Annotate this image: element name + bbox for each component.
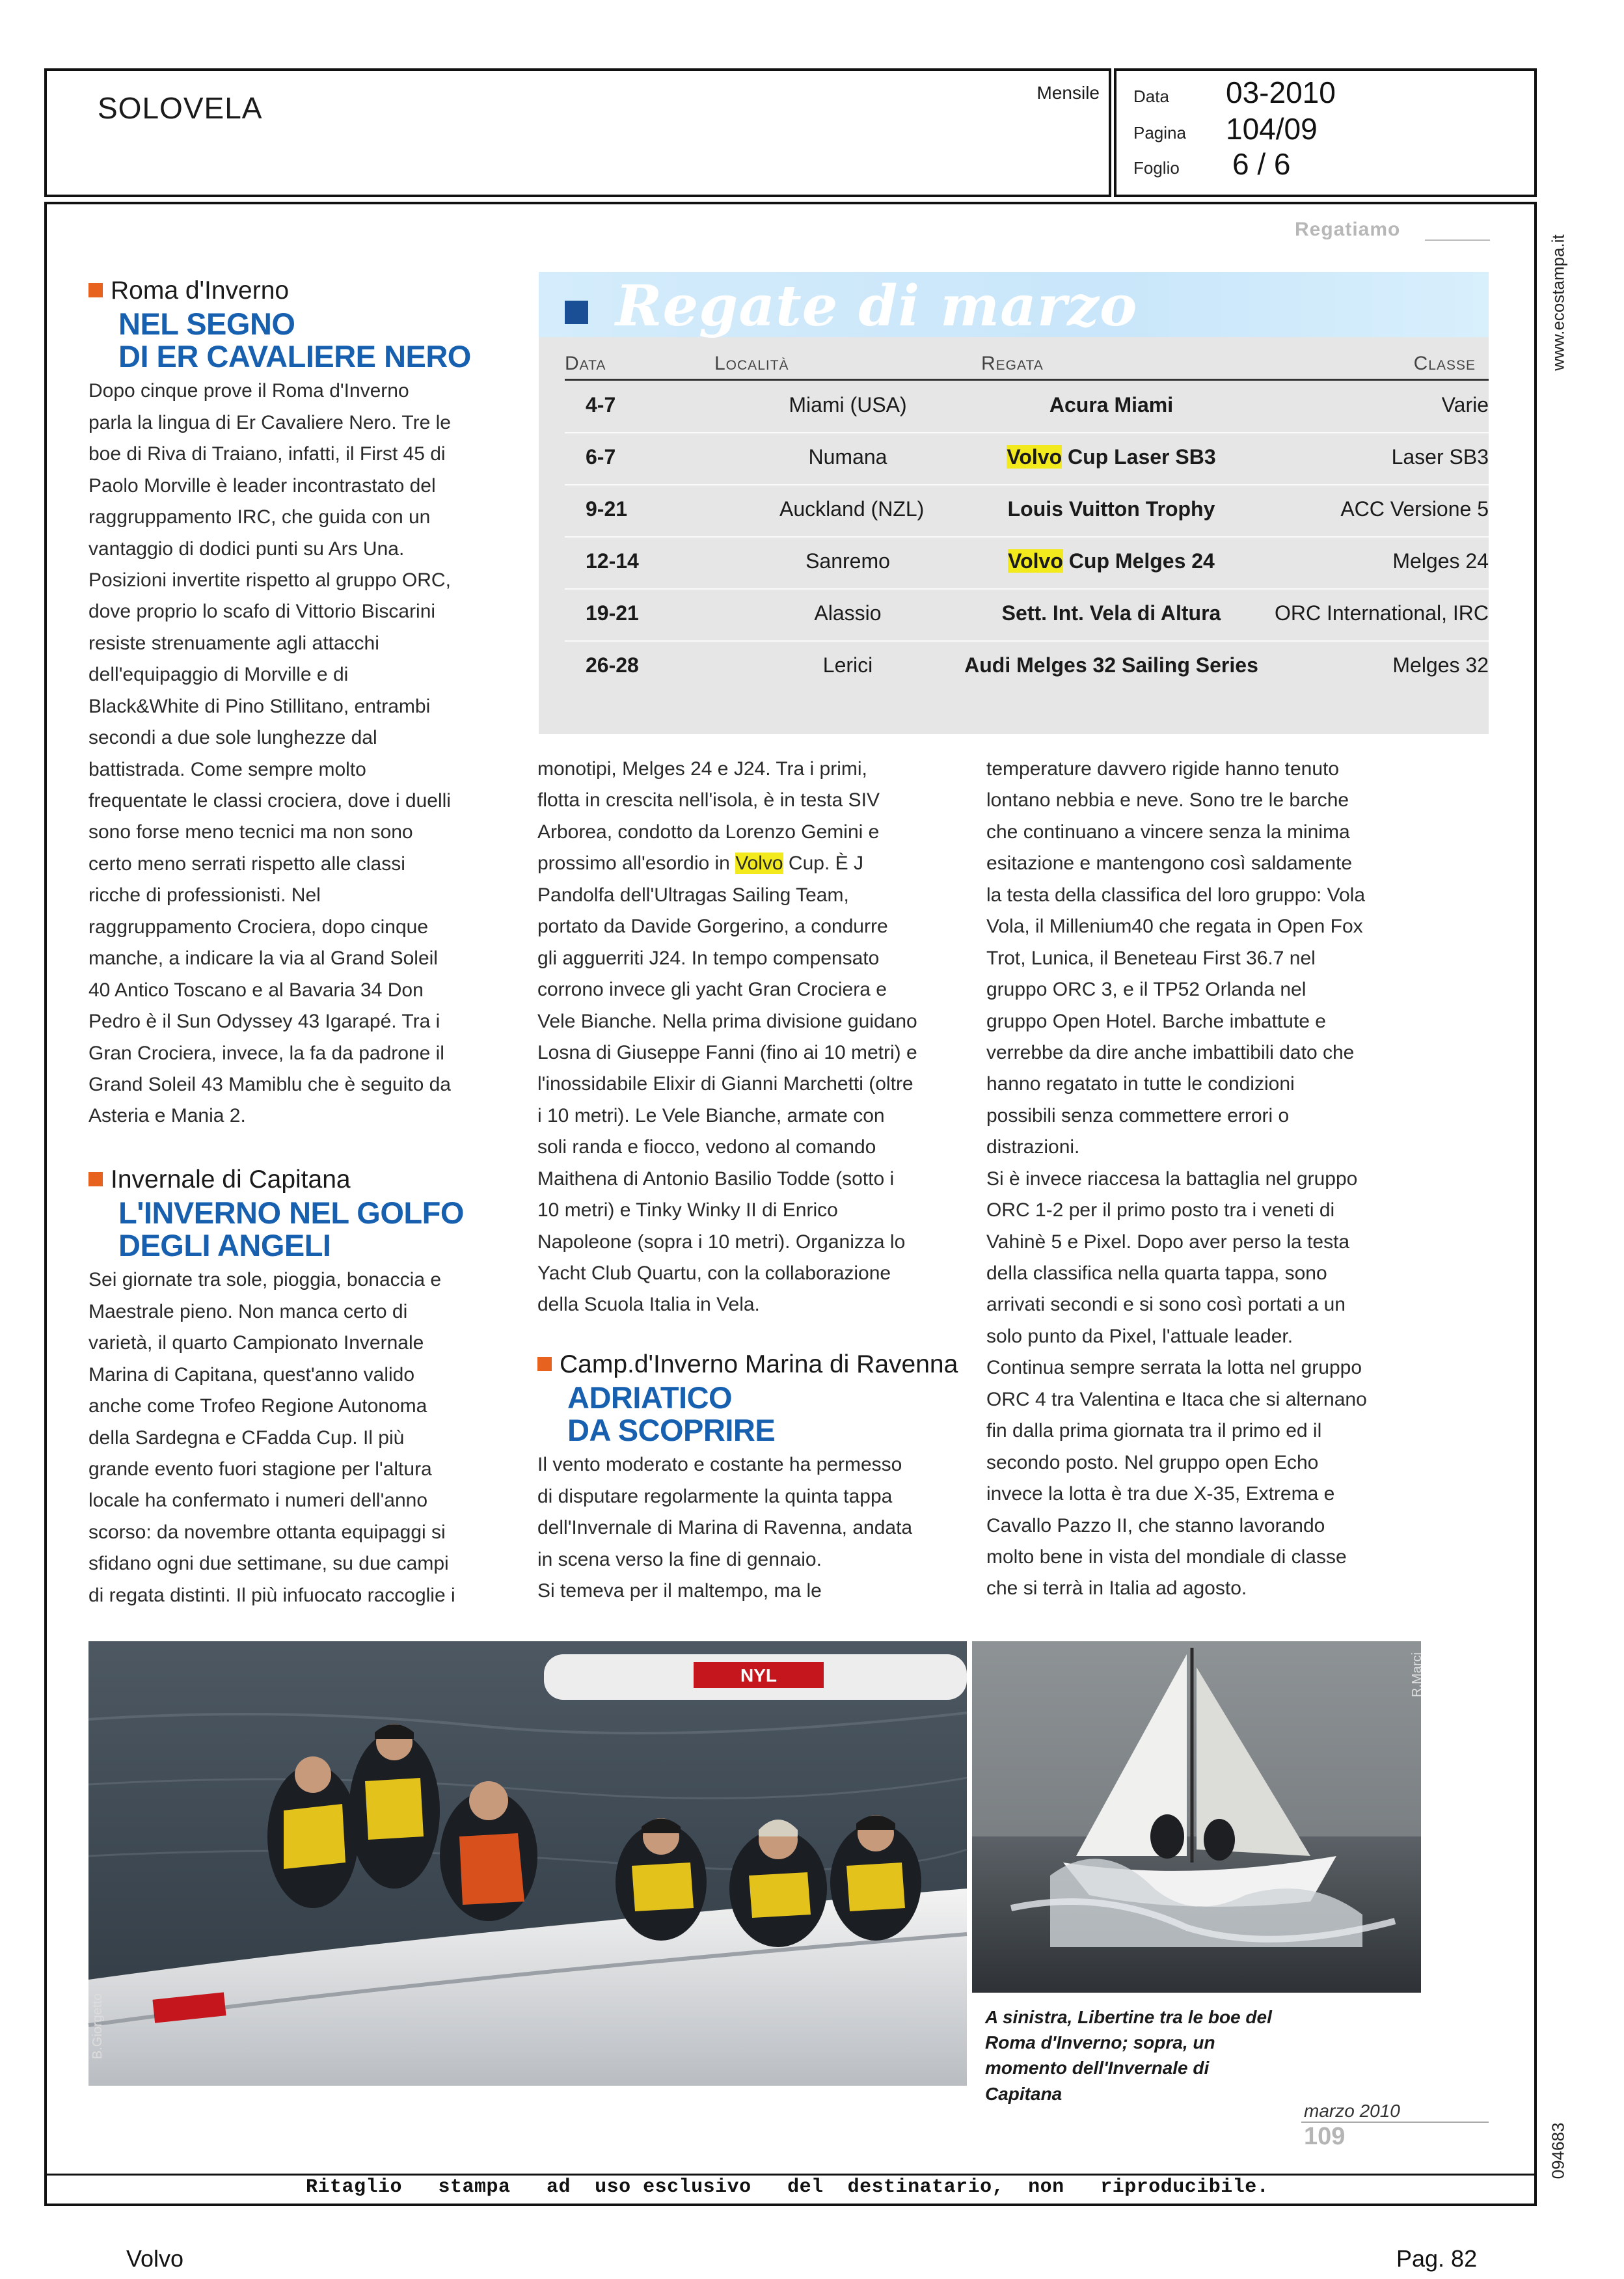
text-line: Il vento moderato e costante ha permesso <box>537 1454 902 1476</box>
text-line: di disputare regolarmente la quinta tappa <box>537 1485 893 1507</box>
publication-name: SOLOVELA <box>98 91 263 125</box>
text-line: dove proprio lo scafo di Vittorio Biscarini <box>88 601 436 623</box>
text-line: Losna di Giuseppe Fanni (fino ai 10 metri) e <box>537 1041 917 1063</box>
bullet-square-icon <box>537 1357 552 1371</box>
text-line: corrono invece gli yacht Gran Crociera e <box>537 979 887 1001</box>
text-line: soli randa e fiocco, vedono al comando <box>537 1136 876 1158</box>
text-line: frequentate le classi crociera, dove i duelli <box>88 790 451 812</box>
text-line: Marina di Capitana, quest'anno valido <box>88 1363 415 1385</box>
article-roma-body <box>88 375 492 1132</box>
text-line: Dopo cinque prove il Roma d'Inverno <box>88 380 409 402</box>
text-line: gruppo Open Hotel. Barche imbattute e <box>986 1010 1326 1032</box>
table-row: 19-21 Alassio Sett. Int. Vela di Altura ORC International, IRC <box>586 601 1489 625</box>
text-line: solo punto da Pixel, l'attuale leader. <box>986 1325 1293 1347</box>
issue-date: marzo 2010 <box>1304 2101 1400 2121</box>
table-row: 26-28 Lerici Audi Melges 32 Sailing Series Melges 32 <box>586 653 1489 677</box>
text-line: arrivati secondi e si sono così portati a un <box>986 1294 1346 1316</box>
text-line: secondi a due sole lunghezze dal <box>88 727 377 749</box>
text-line: Grand Soleil 43 Mamiblu che è seguito da <box>88 1073 451 1095</box>
table-row: 4-7 Miami (USA) Acura Miami Varie <box>586 393 1489 416</box>
text-line: verrebbe da dire anche imbattibili dato che <box>986 1041 1355 1063</box>
text-line: Sei giornate tra sole, pioggia, bonaccia e <box>88 1269 442 1291</box>
text-line: raggruppamento IRC, che guida con un <box>88 506 431 528</box>
text-line: prossimo all'esordio in Volvo Cup. È J <box>537 853 863 875</box>
text-line: distrazioni. <box>986 1136 1080 1158</box>
text-line: Vola, il Millenium40 che regata in Open Fox <box>986 916 1363 938</box>
article-capitana-continued <box>537 754 954 1321</box>
table-row: 6-7 Numana Volvo Cup Laser SB3 Laser SB3 <box>586 445 1489 469</box>
text-line: Paolo Morville è leader incontrastato del <box>88 474 436 497</box>
text-line: anche come Trofeo Regione Autonoma <box>88 1395 427 1417</box>
footer-note: Ritaglio stampa ad uso esclusivo del destinatario, non riproducibile. <box>306 2176 1269 2198</box>
text-line: sono forse meno tecnici ma non sono <box>88 821 413 843</box>
text-line: dell'Invernale di Marina di Ravenna, andata <box>537 1517 913 1539</box>
text-line: lontano nebbia e neve. Sono tre le barche <box>986 789 1349 812</box>
article-capitana-body <box>88 1264 498 1611</box>
header-publication-box <box>44 68 1111 197</box>
text-line: varietà, il quarto Campionato Invernale <box>88 1332 424 1354</box>
table-header-data: Data <box>565 353 606 374</box>
text-line: flotta in crescita nell'isola, è in testa SIV <box>537 789 880 812</box>
boom-brand: NYL <box>740 1665 777 1685</box>
bullet-square-icon <box>88 283 103 297</box>
text-line: Posizioni invertite rispetto al gruppo ORC, <box>88 569 451 591</box>
text-line: secondo posto. Nel gruppo open Echo <box>986 1451 1319 1473</box>
text-line: in scena verso la fine di gennaio. <box>537 1548 822 1570</box>
volvo-highlight: Volvo <box>1008 549 1063 573</box>
text-line: certo meno serrati rispetto alle classi <box>88 853 405 875</box>
photo-crew-boat <box>88 1641 967 2086</box>
text-line: Napoleone (sopra i 10 metri). Organizza lo <box>537 1231 906 1253</box>
date-label: Data <box>1133 87 1169 106</box>
text-line: fin dalla prima giornata tra il primo ed il <box>986 1420 1322 1442</box>
text-line: monotipi, Melges 24 e J24. Tra i primi, <box>537 758 867 780</box>
text-line: gruppo ORC 3, e il TP52 Orlanda nel <box>986 979 1306 1001</box>
section-rule <box>1425 239 1490 241</box>
photo-caption: A sinistra, Libertine tra le boe del Roma d'Inverno; sopra, un momento dell'Invernale di Capitana <box>985 2007 1272 2104</box>
table-row: 12-14 Sanremo Volvo Cup Melges 24 Melges 24 <box>586 549 1489 573</box>
page-value: 104/09 <box>1226 112 1318 146</box>
text-line: di regata distinti. Il più infuocato raccoglie i <box>88 1584 455 1606</box>
article-ravenna-kicker: Camp.d'Inverno Marina di Ravenna <box>537 1350 967 1380</box>
text-line: Maithena di Antonio Basilio Todde (sotto i <box>537 1167 895 1190</box>
text-line: l'inossidabile Elixir di Gianni Marchetti (oltre <box>537 1073 914 1095</box>
text-line: i 10 metri). Le Vele Bianche, armate con <box>537 1104 885 1126</box>
text-line: esitazione e mantengono così saldamente <box>986 853 1353 875</box>
article-roma-headline: NEL SEGNO DI ER CAVALIERE NERO <box>118 306 471 374</box>
side-photo-credit: R.Marci <box>1409 1652 1424 1697</box>
text-line: della Sardegna e CFadda Cup. Il più <box>88 1426 405 1449</box>
article-ravenna-body <box>537 1449 967 1607</box>
text-line: Cavallo Pazzo II, che stanno lavorando <box>986 1514 1325 1536</box>
text-line: hanno regatato in tutte le condizioni <box>986 1073 1295 1095</box>
text-line: resiste strenuamente agli attacchi <box>88 632 379 654</box>
text-line: molto bene in vista del mondiale di classe <box>986 1546 1347 1568</box>
article-capitana-kicker: Invernale di Capitana <box>88 1165 498 1195</box>
volvo-highlight: Volvo <box>735 853 783 875</box>
text-line: che si terrà in Italia ad agosto. <box>986 1577 1247 1600</box>
article-roma-kicker: Roma d'Inverno <box>88 276 492 307</box>
table-header-classe: Classe <box>1413 353 1476 374</box>
article-ravenna-continued <box>986 754 1429 1605</box>
text-line: Pedro è il Sun Odyssey 43 Igarapé. Tra i <box>88 1011 440 1033</box>
text-line: dell'equipaggio di Morville e di <box>88 664 349 686</box>
table-row: 9-21 Auckland (NZL) Louis Vuitton Trophy ACC Versione 5 <box>586 497 1489 521</box>
article-ravenna <box>537 1350 967 1607</box>
text-line: manche, a indicare la via al Grand Soleil <box>88 948 438 970</box>
table-banner <box>539 272 1489 337</box>
sheet-value: 6 / 6 <box>1232 147 1291 181</box>
text-line: possibili senza commettere errori o <box>986 1104 1290 1126</box>
table-header-localita: Località <box>714 353 789 374</box>
article-ravenna-headline: ADRIATICO DA SCOPRIRE <box>567 1380 776 1448</box>
text-line: sfidano ogni due settimane, su due campi <box>88 1553 449 1575</box>
frequency-label: Mensile <box>1036 83 1100 103</box>
text-line: che continuano a vincere senza la minima <box>986 821 1350 843</box>
section-label: Regatiamo <box>1295 219 1401 240</box>
text-line: 40 Antico Toscano e al Bavaria 34 Don <box>88 979 424 1001</box>
text-line: gli agguerriti J24. In tempo compensato <box>537 947 880 969</box>
banner-square-icon <box>565 301 588 324</box>
text-line: parla la lingua di Er Cavaliere Nero. Tre le <box>88 411 451 433</box>
text-line: della classifica nella quarta tappa, sono <box>986 1262 1327 1284</box>
text-line: Gran Crociera, invece, la fa da padrone il <box>88 1042 444 1064</box>
text-line: portato da Davide Gorgerino, a condurre <box>537 916 888 938</box>
text-line: battistrada. Come sempre molto <box>88 758 366 780</box>
text-line: Si temeva per il maltempo, ma le <box>537 1580 822 1602</box>
text-line: 10 metri) e Tinky Winky II di Enrico <box>537 1199 838 1221</box>
text-line: locale ha confermato i numeri dell'anno <box>88 1490 428 1512</box>
text-line: Si è invece riaccesa la battaglia nel gruppo <box>986 1167 1358 1190</box>
regatta-table <box>539 272 1489 734</box>
text-line: Asteria e Mania 2. <box>88 1105 246 1127</box>
header-meta-box <box>1114 68 1537 197</box>
crew-boat-illustration <box>88 1641 967 2086</box>
main-photo-credit: B.Giorgetto <box>90 1993 105 2060</box>
text-line: Arborea, condotto da Lorenzo Gemini e <box>537 821 880 843</box>
photo-sailing-boat <box>972 1641 1424 1993</box>
text-line: invece la lotta è tra due X-35, Extrema e <box>986 1483 1335 1505</box>
sheet-label: Foglio <box>1133 158 1180 178</box>
text-line: la testa della classifica del loro gruppo: Vola <box>986 884 1366 906</box>
page-number: 109 <box>1304 2123 1346 2150</box>
text-line: Yacht Club Quartu, con la collaborazione <box>537 1262 891 1284</box>
text-line: Vahinè 5 e Pixel. Dopo aver perso la testa <box>986 1231 1350 1253</box>
article-roma <box>88 276 492 1132</box>
table-title: Regate di marzo <box>616 273 1138 339</box>
text-line: Pandolfa dell'Ultragas Sailing Team, <box>537 884 849 906</box>
volvo-highlight: Volvo <box>1007 445 1062 469</box>
text-line: Vele Bianche. Nella prima divisione guidano <box>537 1010 917 1032</box>
bullet-square-icon <box>88 1172 103 1186</box>
text-line: scorso: da novembre ottanta equipaggi si <box>88 1521 446 1543</box>
text-line: ORC 1-2 per il primo posto tra i veneti di <box>986 1199 1335 1221</box>
text-line: grande evento fuori stagione per l'altura <box>88 1458 432 1480</box>
text-line: della Scuola Italia in Vela. <box>537 1294 760 1316</box>
text-line: ricche di professionisti. Nel <box>88 884 321 907</box>
page-label: Pagina <box>1133 123 1186 143</box>
article-capitana-headline: L'INVERNO NEL GOLFO DEGLI ANGELI <box>118 1195 464 1263</box>
text-line: boe di Riva di Traiano, infatti, il First 45 di <box>88 443 446 465</box>
side-code: 094683 <box>1548 2122 1568 2179</box>
text-line: Maestrale pieno. Non manca certo di <box>88 1300 408 1322</box>
side-code-strip <box>1539 2102 1578 2200</box>
bottom-page: Pag. 82 <box>1396 2245 1478 2272</box>
date-value: 03-2010 <box>1226 75 1336 109</box>
text-line: raggruppamento Crociera, dopo cinque <box>88 916 428 938</box>
column-3-body <box>986 754 1429 1605</box>
side-url-strip <box>1539 215 1578 390</box>
text-line: Continua sempre serrata la lotta nel gruppo <box>986 1357 1362 1379</box>
side-url: www.ecostampa.it <box>1548 234 1568 371</box>
sailing-boat-illustration <box>972 1641 1421 1993</box>
bottom-keyword: Volvo <box>126 2245 184 2272</box>
article-capitana <box>88 1165 498 1611</box>
text-line: vantaggio di dodici punti su Ars Una. <box>88 538 405 560</box>
table-header-regata: Regata <box>981 353 1044 374</box>
text-line: temperature davvero rigide hanno tenuto <box>986 758 1340 780</box>
text-line: Trot, Lunica, il Beneteau First 36.7 nel <box>986 947 1316 969</box>
text-line: Black&White di Pino Stillitano, entrambi <box>88 695 431 717</box>
column-2-body <box>537 754 954 1321</box>
text-line: ORC 4 tra Valentina e Itaca che si alternano <box>986 1388 1367 1410</box>
